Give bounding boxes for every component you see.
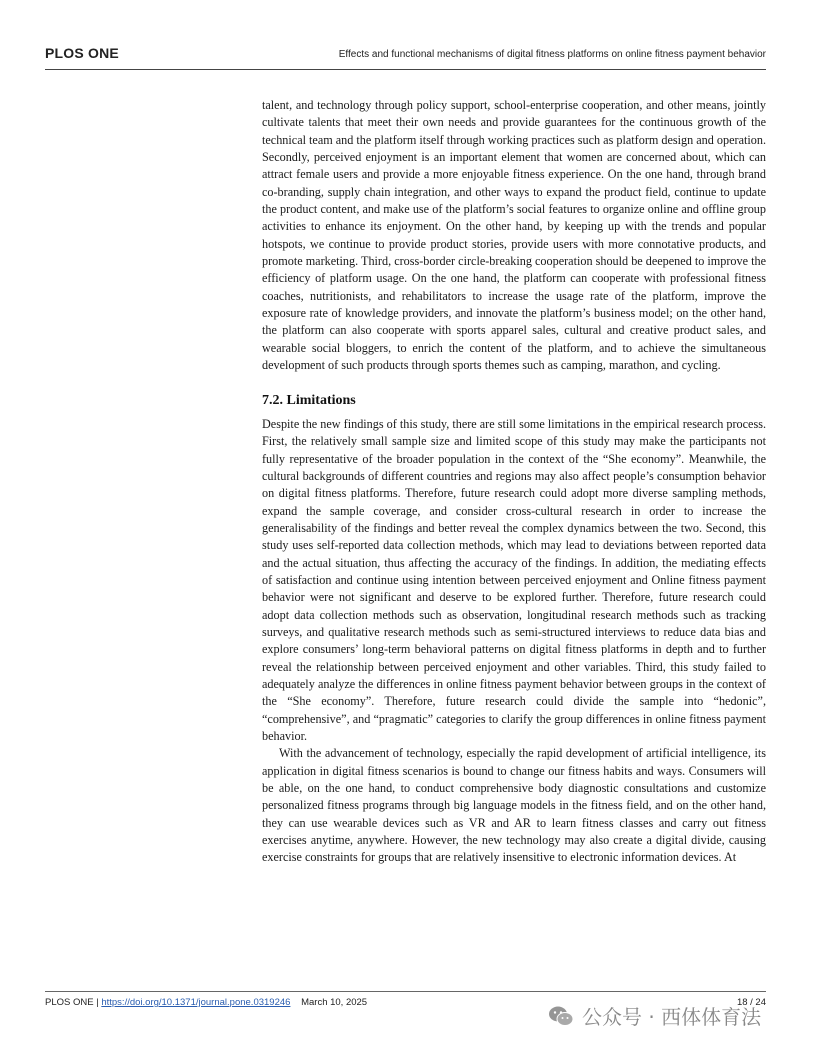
body-paragraph: Despite the new findings of this study, there are still some limitations in the empirical research process. First, the relatively small sample size and limited scope of this study may make the participants not fully representative of the broader population in the context of the “She economy”. Meanwhile, the cultural backgrounds of different countries and regions may also affect people’s consumption behavior on digital fitness platforms. Therefore, future research could adopt more diverse sampling methods, expand the sample coverage, and consider cross-cultural research in order to increase the generalisability of the findings and better reveal the complex dynamics between the two. Second, this study uses self-reported data collection methods, which may lead to deviations between reported data and the actual situation, thus affecting the accuracy of the findings. In addition, the mediating effects of satisfaction and continue using intention between perceived enjoyment and Online fitness payment behavior were not significant and deserve to be explored further. Therefore, future research could adopt data collection methods such as observation, longitudinal research methods such as tracking surveys, and qualitative research methods such as semi-structured interviews to reduce data bias and explore consumers’ long-term behavioral patterns on digital fitness platforms in depth and to further reveal the relationship between perceived enjoyment and other variables. Third, this study failed to adequately analyze the differences in online fitness payment behavior between groups in the context of the “She economy”. Therefore, future research could divide the sample into “hedonic”, “comprehensive”, and “pragmatic” categories to clarify the group differences in online fitness payment behavior. [262, 416, 766, 744]
footer [45, 997, 367, 1008]
footer-divider [45, 991, 766, 992]
watermark-text: 公众号 · 西体体育法 [582, 1005, 762, 1029]
footer-journal: PLOS ONE [45, 997, 94, 1008]
body-paragraph: talent, and technology through policy support, school-enterprise cooperation, and other means, jointly cultivate talents that meet their own needs and provide guarantees for the continuous growth of the technical team and the platform itself through working practices such as platform design and operation. Secondly, perceived enjoyment is an important element that women are concerned about, which can attract female users and provide a more enjoyable fitness experience. On the one hand, through brand co-branding, supply chain integration, and other ways to expand the product field, continue to update the product content, and make use of the platform’s social features to organize online and offline group activities to enhance its enjoyment. On the other hand, by keeping up with the trends and popular hotspots, we continue to provide product stories, provide users with more connotative products, and promote marketing. Third, cross-border circle-breaking cooperation should be deepened to improve the efficiency of platform usage. On the one hand, the platform can cooperate with professional fitness coaches, nutritionists, and rehabilitators to increase the usage rate of the platform, improve the exposure rate of knowledge providers, and innovate the platform’s business model; on the other hand, the platform can also cooperate with sports apparel sales, cultural and creative product sales, and wearable social bloggers, to enrich the content of the platform, and to achieve the simultaneous development of such products through sports themes such as camping, marathon, and cycling. [262, 98, 766, 373]
watermark [548, 1001, 761, 1030]
wechat-icon [548, 1005, 574, 1027]
body-paragraph: With the advancement of technology, especially the rapid development of artificial intelligence, its application in digital fitness scenarios is bound to change our fitness habits and ways. Consumers will be able, on the one hand, to conduct comprehensive body diagnostic consultations and customize personalized fitness programs through big language models in the fitness field, and on the other hand, they can use wearable devices such as VR and AR to learn fitness classes and carry out fitness exercises anytime, anywhere. However, the new technology may also create a digital divide, causing exercise constraints for groups that are relatively insensitive to electronic information devices. At [262, 746, 766, 865]
page-number: 18 / 24 [736, 997, 766, 1008]
header-divider [45, 69, 766, 70]
section-heading: 7.2. Limitations [262, 392, 356, 408]
article-body [262, 97, 766, 867]
publication-date: March 10, 2025 [301, 997, 368, 1008]
doi-link[interactable]: https://doi.org/10.1371/journal.pone.0319246 [101, 997, 291, 1008]
footer-separator: | [96, 997, 99, 1008]
journal-name: PLOS ONE [45, 45, 119, 61]
running-title: Effects and functional mechanisms of digital fitness platforms on online fitness payment behavior [338, 49, 766, 60]
